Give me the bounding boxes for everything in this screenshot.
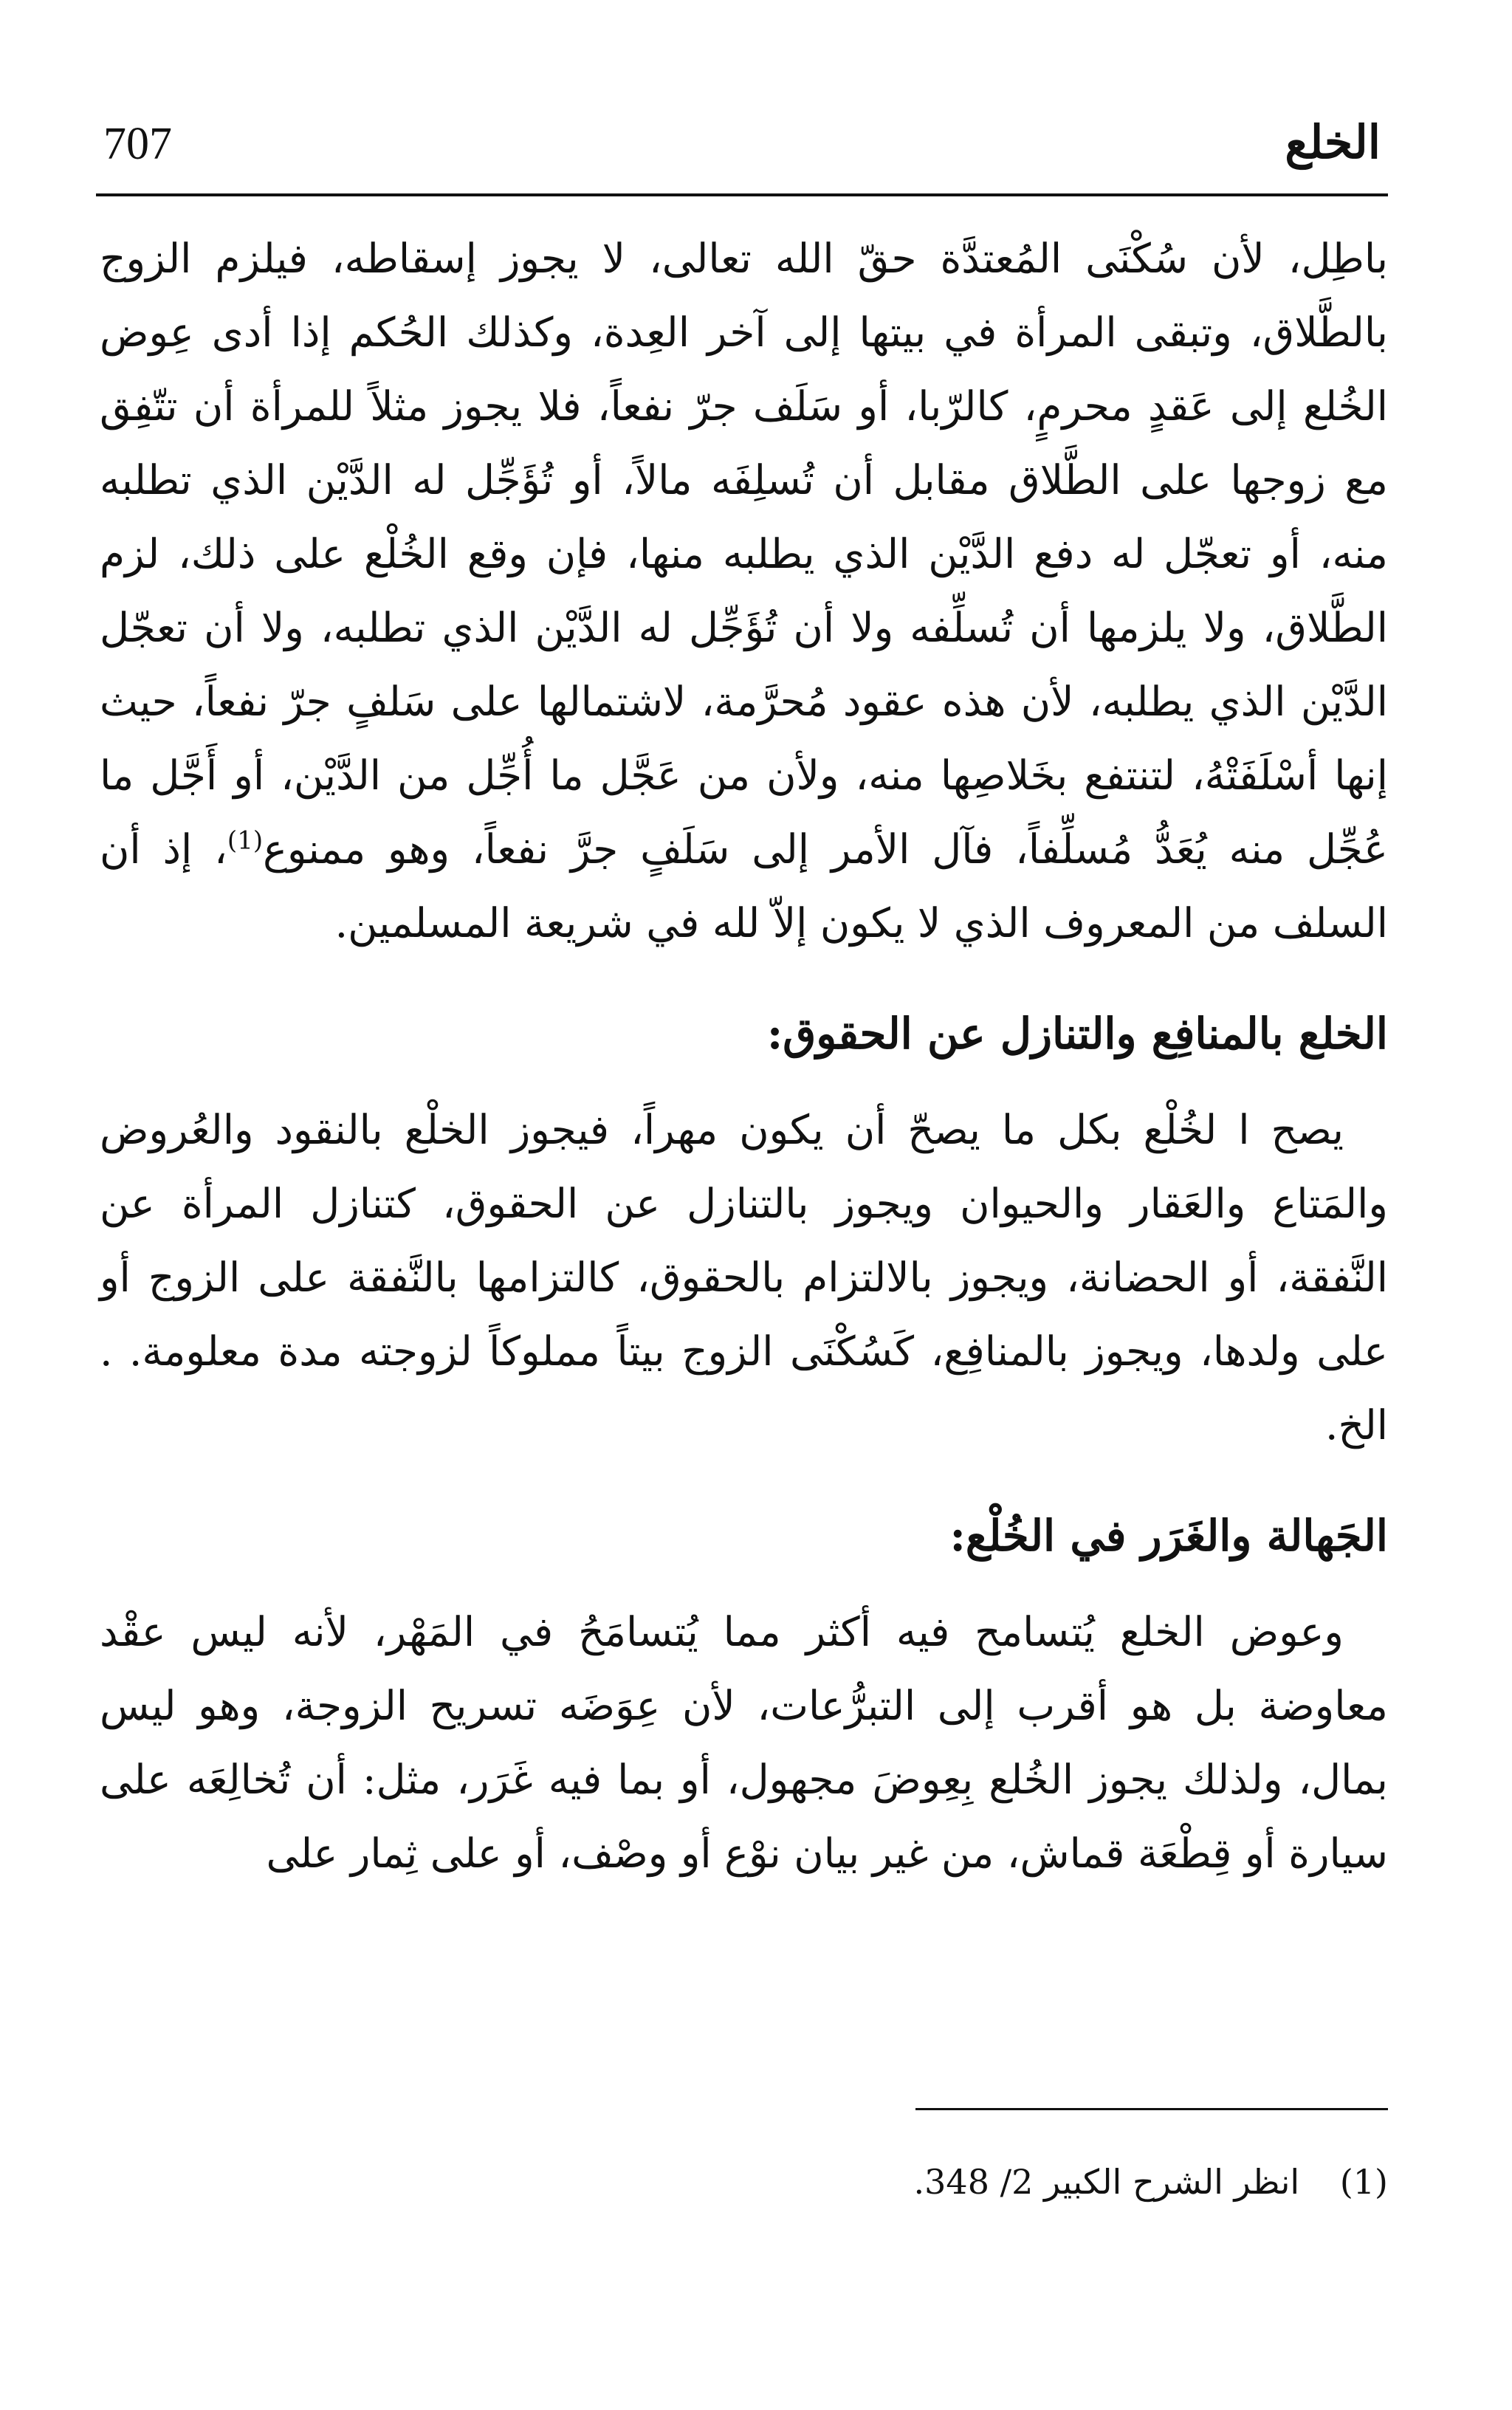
body-paragraph bbox=[100, 222, 1388, 960]
section-heading: الجَهالة والغَرَر في الخُلْع: bbox=[949, 1511, 1388, 1561]
page-header bbox=[96, 111, 1388, 192]
section-paragraph: يصح ا لخُلْع بكل ما يصحّ أن يكون مهراً، فيجوز الخلْع بالنقود والعُروض والمَتاع والعَقار والحيوان ويجوز بالتنازل عن الحقوق، كتنازل المرأة عن النَّفقة، أو الحضانة، ويجوز بالالتزام بالحقوق، كالتزامها بالنَّفقة على الزوج أو على ولدها، ويجوز بالمنافِع، كَسُكْنَى الزوج بيتاً مملوكاً لزوجته مدة معلومة. . الخ. bbox=[100, 1106, 1388, 1449]
footnote-text: انظر الشرح الكبير 2/ 348. bbox=[913, 2162, 1300, 2202]
header-divider bbox=[96, 193, 1388, 196]
running-title: الخلع bbox=[1285, 115, 1381, 169]
footnote-divider bbox=[915, 2108, 1388, 2110]
footnote-marker: (1) bbox=[1339, 2162, 1388, 2202]
paragraph-text: باطِل، لأن سُكْنَى المُعتدَّة حقّ الله تعالى، لا يجوز إسقاطه، فيلزم الزوج بالطَّلاق، وتبقى المرأة في بيتها إلى آخر العِدة، وكذلك الحُكم إذا أدى عِوض الخُلع إلى عَقدٍ محرمٍ، كالرّبا، أو سَلَف جرّ نفعاً، فلا يجوز مثلاً للمرأة أن تتّفِق مع زوجها على الطَّلاق مقابل أن تُسلِفَه مالاً، أو تُؤَجِّل له الدَّيْن الذي تطلبه منه، أو تعجّل له دفع الدَّيْن الذي يطلبه منها، فإن وقع الخُلْع على ذلك، لزم الطَّلاق، ولا يلزمها أن تُسلِّفه ولا أن تُؤَجِّل له الدَّيْن الذي تطلبه، ولا أن تعجّل الدَّيْن الذي يطلبه، لأن هذه عقود مُحرَّمة، لاشتمالها على سَلفٍ جرّ نفعاً، حيث إنها أسْلَفَتْهُ، لتنتفع بخَلاصِها منه، ولأن من عَجَّل ما أُجِّل من الدَّيْن، أو أَجَّل ما عُجِّل منه يُعَدُّ مُسلِّفاً، فآل الأمر إلى سَلَفٍ جرَّ نفعاً، وهو ممنوع bbox=[100, 235, 1388, 873]
main-content bbox=[100, 222, 1388, 1890]
section-paragraph: وعوض الخلع يُتسامح فيه أكثر مما يُتسامَحُ في المَهْر، لأنه ليس عقْد معاوضة بل هو أقرب إلى التبرُّعات، لأن عِوَضَه تسريح الزوجة، وهو ليس بمال، ولذلك يجوز الخُلع بِعِوضَ مجهول، أو بما فيه غَرَر، مثل: أن تُخالِعَه على سيارة أو قِطْعَة قماش، من غير بيان نوْع أو وصْف، أو على ثِمار على bbox=[100, 1608, 1388, 1877]
page-number: 707 bbox=[103, 119, 172, 169]
section-heading: الخلع بالمنافِع والتنازل عن الحقوق: bbox=[766, 1009, 1388, 1059]
footnote-reference: (1) bbox=[227, 825, 264, 856]
footnote bbox=[281, 2156, 1388, 2208]
paragraph-text-continued: ، إذ أن السلف من المعروف الذي لا يكون إلاّ لله في شريعة المسلمين. bbox=[100, 825, 1388, 947]
